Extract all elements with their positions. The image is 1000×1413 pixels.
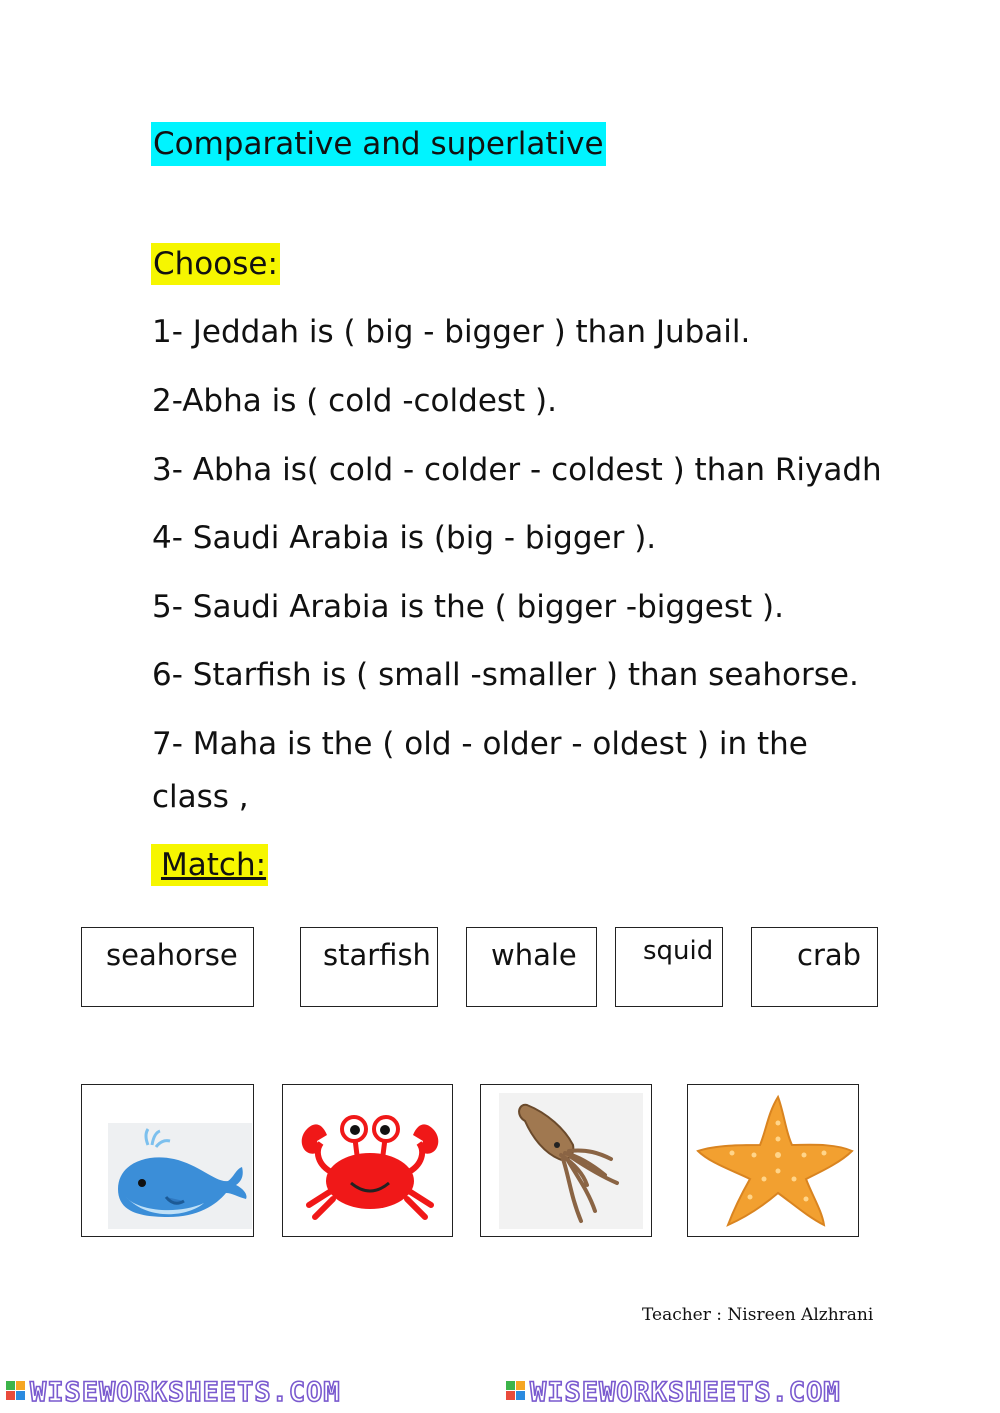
word-label: squid (643, 936, 714, 966)
word-box-seahorse[interactable] (81, 927, 254, 1007)
question-3: 3- Abha is( cold - colder - coldest ) than Riyadh (152, 452, 882, 488)
question-7-continued: class , (152, 779, 249, 815)
footer-watermark (0, 1370, 1000, 1413)
footer-brand-2: WISEWORKSHEETS.COM (530, 1377, 841, 1408)
question-4: 4- Saudi Arabia is (big - bigger ). (152, 520, 657, 556)
logo-icon (506, 1381, 525, 1400)
word-label: seahorse (106, 938, 238, 972)
teacher-credit: Teacher : Nisreen Alzhrani (642, 1305, 874, 1325)
word-box-starfish[interactable] (300, 927, 438, 1007)
crab-icon (291, 1111, 449, 1223)
whale-icon (108, 1123, 252, 1229)
footer-brand-1: WISEWORKSHEETS.COM (30, 1377, 341, 1408)
starfish-icon (694, 1093, 854, 1229)
word-box-whale[interactable] (466, 927, 597, 1007)
question-5: 5- Saudi Arabia is the ( bigger -biggest ). (152, 589, 784, 625)
picture-box-whale[interactable] (81, 1084, 254, 1237)
word-label: starfish (323, 938, 431, 972)
page-title: Comparative and superlative (151, 122, 606, 166)
word-box-crab[interactable] (751, 927, 878, 1007)
question-6: 6- Starfish is ( small -smaller ) than seahorse. (152, 657, 859, 693)
word-box-squid[interactable] (615, 927, 723, 1007)
word-label: crab (797, 938, 862, 972)
picture-box-crab[interactable] (282, 1084, 453, 1237)
logo-icon (6, 1381, 25, 1400)
word-label: whale (491, 938, 577, 972)
question-2: 2-Abha is ( cold -coldest ). (152, 383, 557, 419)
match-heading: Match: (151, 844, 268, 886)
question-1: 1- Jeddah is ( big - bigger ) than Jubail. (152, 314, 751, 350)
question-7: 7- Maha is the ( old - older - oldest ) in the (152, 726, 808, 762)
picture-box-squid[interactable] (480, 1084, 652, 1237)
choose-heading: Choose: (151, 243, 280, 285)
squid-icon (499, 1093, 643, 1229)
picture-box-starfish[interactable] (687, 1084, 859, 1237)
